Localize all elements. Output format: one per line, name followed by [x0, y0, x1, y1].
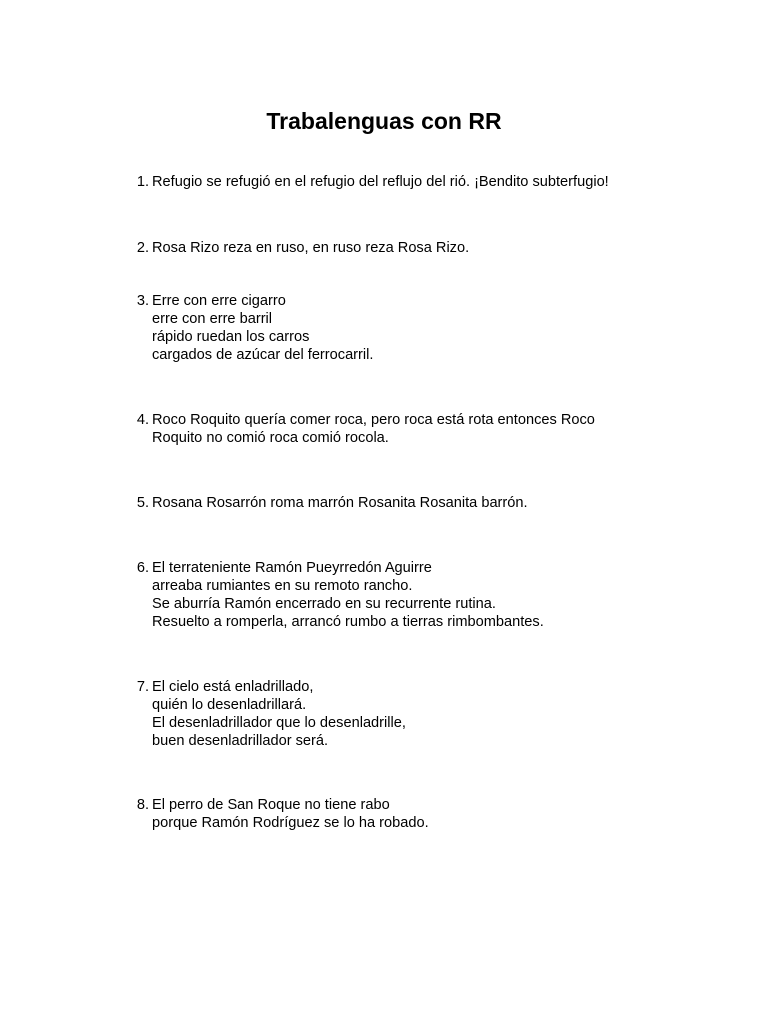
item-line: quién lo desenladrillará. — [152, 697, 307, 713]
item-line: Resuelto a romperla, arrancó rumbo a tierras rimbombantes. — [152, 614, 544, 630]
item-line: El desenladrillador que lo desenladrille, — [152, 715, 406, 731]
item-number: 6. — [136, 560, 149, 576]
item-line: buen desenladrillador será. — [152, 733, 329, 749]
item-number: 7. — [136, 679, 149, 695]
item-line: Rosana Rosarrón roma marrón Rosanita Rosanita barrón. — [152, 495, 528, 511]
item-line: Se aburría Ramón encerrado en su recurrente rutina. — [152, 596, 496, 612]
item-text — [152, 292, 672, 364]
item-line: porque Ramón Rodríguez se lo ha robado. — [152, 815, 429, 831]
item-text — [152, 678, 672, 750]
item-text — [152, 796, 672, 832]
item-text — [152, 239, 672, 257]
item-number: 1. — [136, 174, 149, 190]
item-number: 4. — [136, 412, 149, 428]
item-line: El perro de San Roque no tiene rabo — [152, 797, 390, 813]
item-text — [152, 411, 672, 447]
item-line: arreaba rumiantes en su remoto rancho. — [152, 578, 413, 594]
item-number: 8. — [136, 797, 149, 813]
item-text — [152, 494, 672, 512]
item-line: El cielo está enladrillado, — [152, 679, 314, 695]
item-line: El terrateniente Ramón Pueyrredón Aguirre — [152, 560, 432, 576]
item-number: 2. — [136, 240, 149, 256]
item-number: 5. — [136, 495, 149, 511]
page-title: Trabalenguas con RR — [266, 108, 502, 134]
item-number: 3. — [136, 293, 149, 309]
item-text — [152, 559, 672, 631]
item-line: Erre con erre cigarro — [152, 293, 286, 309]
item-line: Roquito no comió roca comió rocola. — [152, 430, 389, 446]
item-line: Roco Roquito quería comer roca, pero roca está rota entonces Roco — [152, 412, 595, 428]
item-text — [152, 173, 672, 191]
item-line: Rosa Rizo reza en ruso, en ruso reza Rosa Rizo. — [152, 240, 470, 256]
item-line: erre con erre barril — [152, 311, 273, 327]
item-line: Refugio se refugió en el refugio del reflujo del rió. ¡Bendito subterfugio! — [152, 174, 609, 190]
item-line: rápido ruedan los carros — [152, 329, 310, 345]
item-line: cargados de azúcar del ferrocarril. — [152, 347, 374, 363]
